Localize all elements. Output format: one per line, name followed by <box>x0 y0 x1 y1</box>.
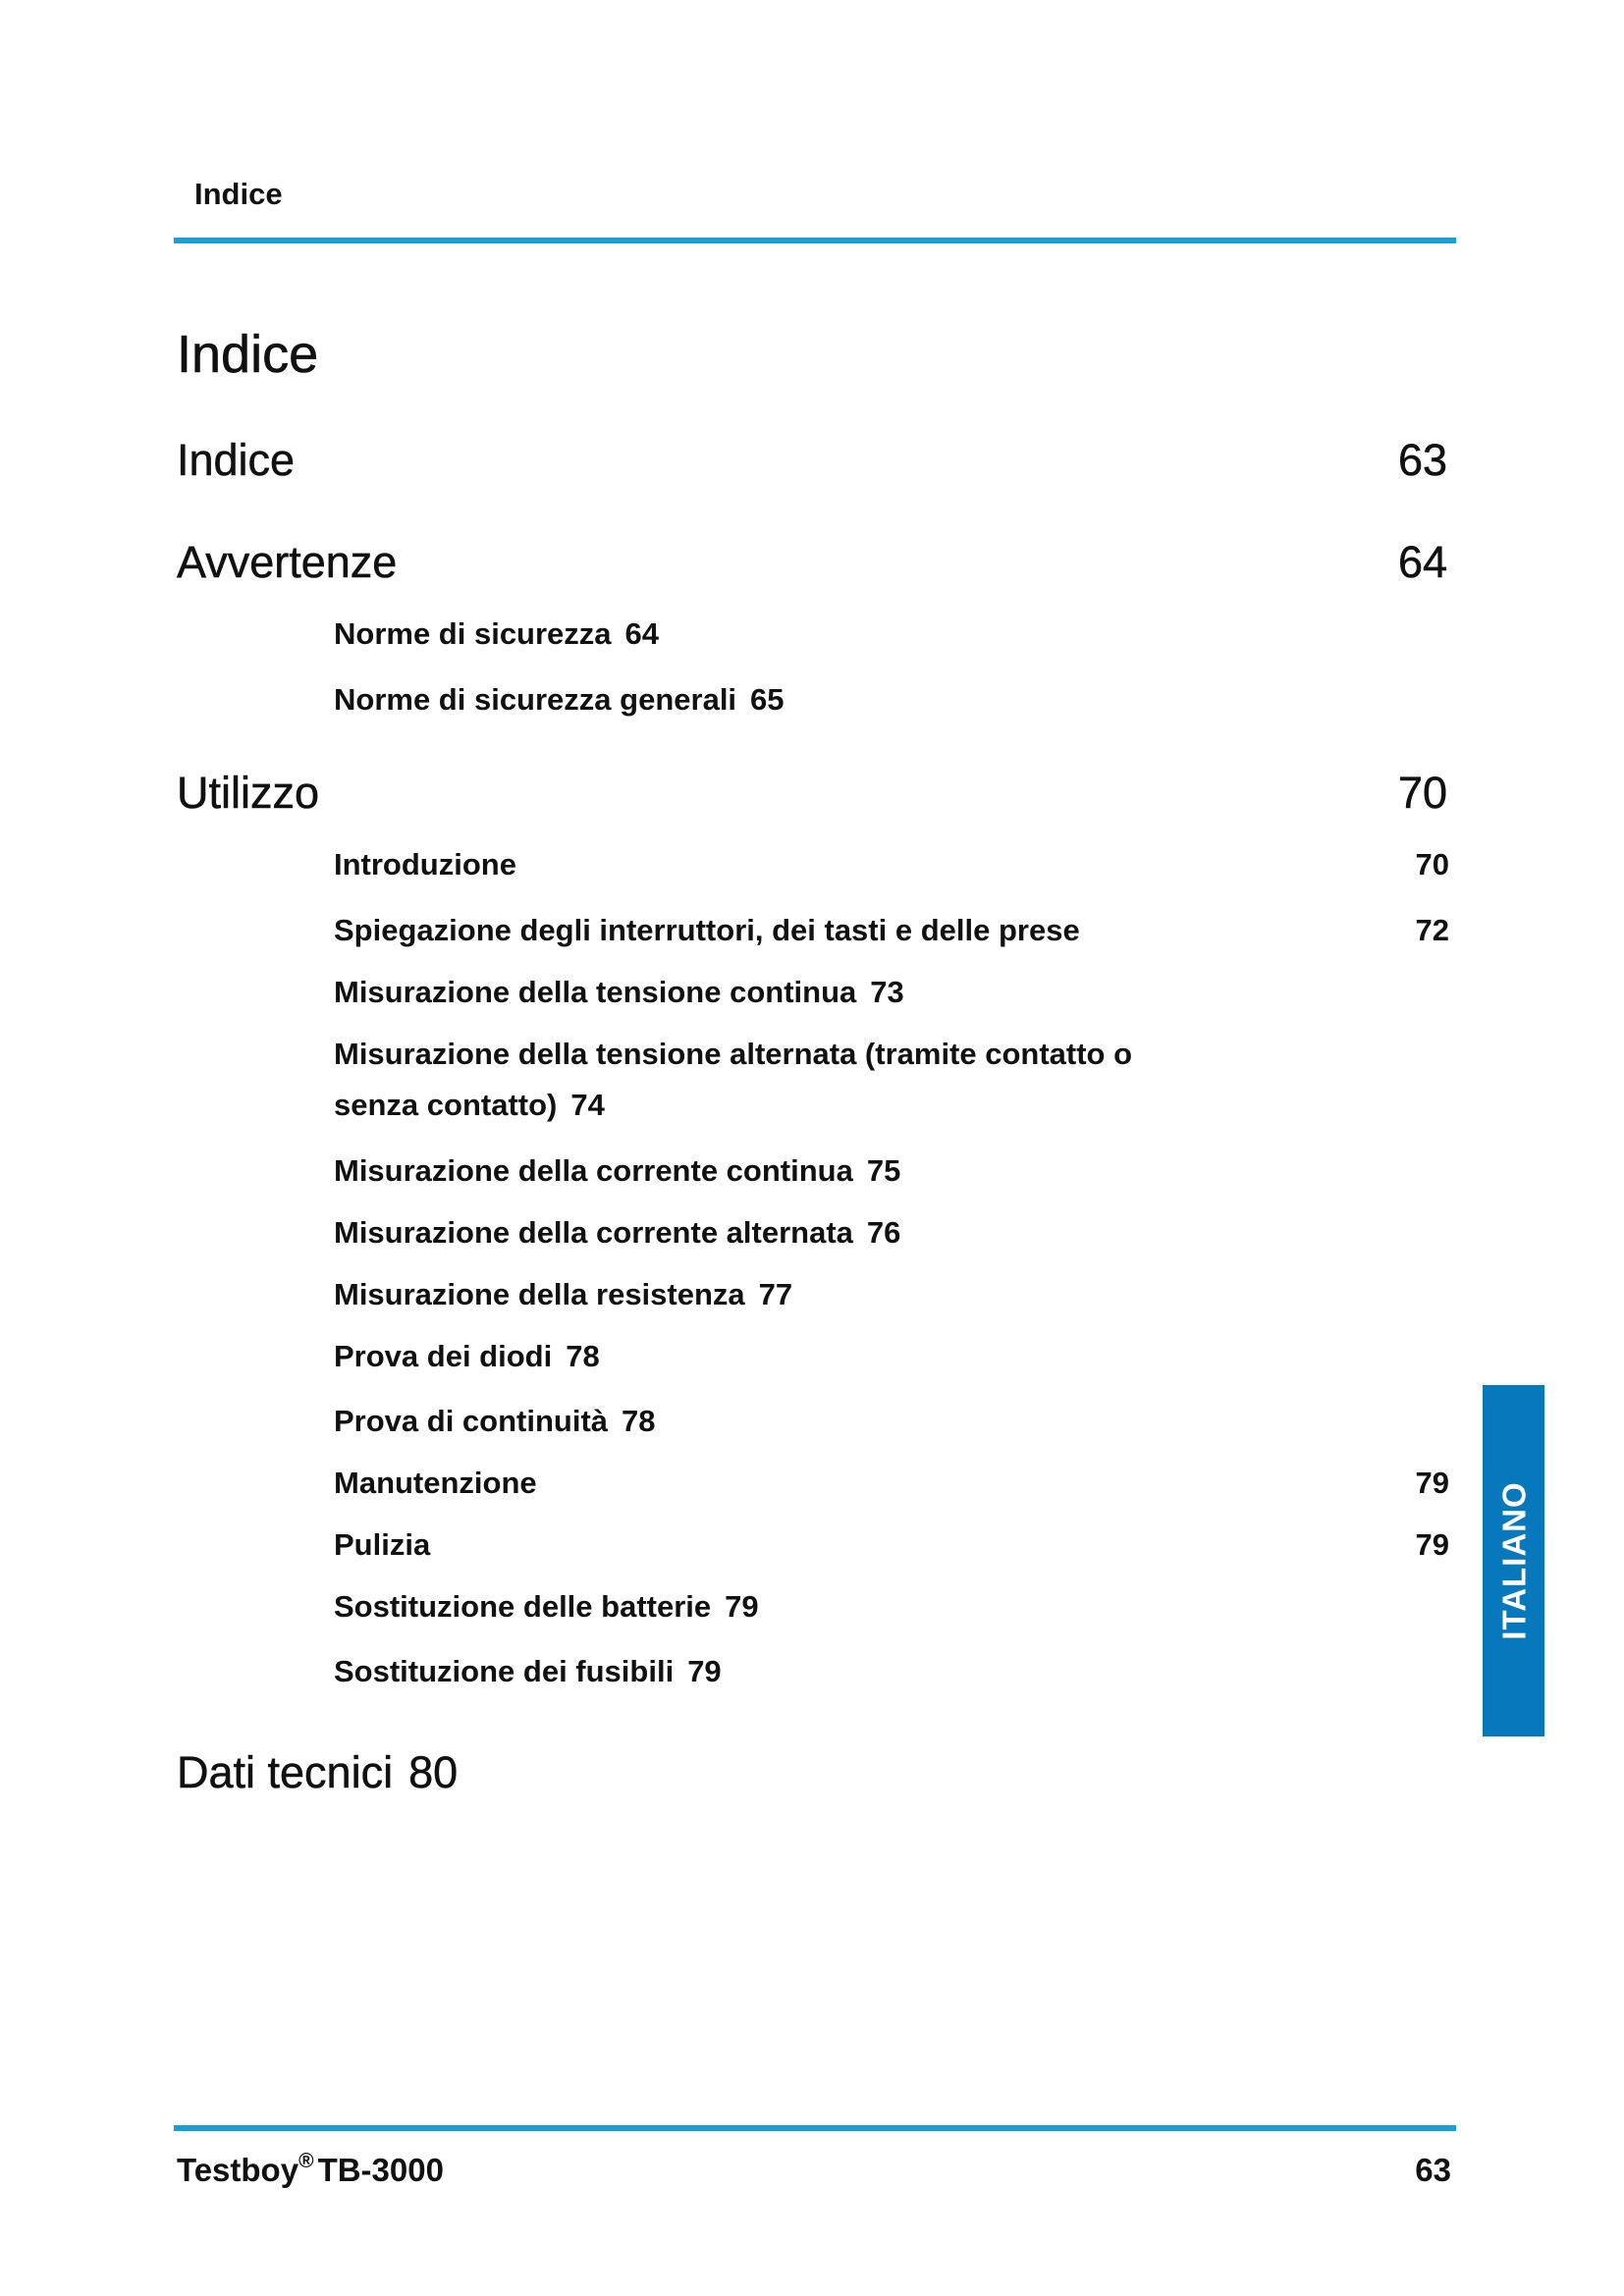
toc-section-title: Avvertenze <box>177 537 398 587</box>
toc-item-label: Misurazione della resistenza <box>334 1277 745 1311</box>
toc-item-label: Introduzione <box>334 847 516 881</box>
toc-item-label: Misurazione della corrente alternata <box>334 1215 853 1250</box>
toc-section-title: Utilizzo <box>177 768 320 818</box>
toc-section-page: 80 <box>408 1747 459 1797</box>
toc-item-page: 77 <box>758 1277 793 1311</box>
toc-item-pulizia[interactable] <box>334 1520 1453 1571</box>
toc-section-page: 64 <box>1397 537 1447 587</box>
toc-item-label: Misurazione della tensione continua <box>334 975 857 1009</box>
footer-product <box>177 2152 444 2189</box>
toc-item-label: Prova dei diodi <box>334 1339 553 1373</box>
toc-item-page: 79 <box>1415 1527 1449 1562</box>
toc-item-page: 76 <box>866 1215 901 1250</box>
toc-item-page: 65 <box>750 682 785 717</box>
toc-section-dati-tecnici[interactable] <box>177 1747 458 1798</box>
toc-item-corrente-continua[interactable] <box>334 1146 1453 1197</box>
toc-item-norme-di-sicurezza[interactable] <box>334 609 1453 660</box>
toc-item-prova-diodi[interactable] <box>334 1331 1453 1382</box>
footer-rule <box>174 2125 1456 2131</box>
toc-item-label: Misurazione della corrente continua <box>334 1153 853 1188</box>
header-rule <box>174 238 1456 243</box>
toc-item-page: 78 <box>566 1339 600 1373</box>
toc-item-fusibili[interactable] <box>334 1646 1453 1697</box>
toc-section-page: 63 <box>1397 435 1447 485</box>
toc-item-label-line1: Misurazione della tensione alternata (tramite contatto o <box>334 1037 1133 1071</box>
toc-section-indice[interactable] <box>177 435 1453 486</box>
toc-item-page: 79 <box>687 1654 722 1688</box>
page-title: Indice <box>177 325 319 384</box>
toc-item-label-line2: senza contatto) <box>334 1088 558 1122</box>
toc-item-page: 75 <box>866 1153 901 1188</box>
toc-section-title: Dati tecnici <box>177 1747 394 1797</box>
toc-item-resistenza[interactable] <box>334 1269 1453 1320</box>
toc-item-page: 74 <box>570 1088 605 1122</box>
toc-item-corrente-alternata[interactable] <box>334 1207 1453 1258</box>
toc-item-label: Spiegazione degli interruttori, dei tasti e delle prese <box>334 913 1080 947</box>
footer-brand: Testboy <box>177 2152 299 2188</box>
toc-section-title: Indice <box>177 435 296 485</box>
toc-item-page: 64 <box>624 616 660 651</box>
toc-item-label: Sostituzione delle batterie <box>334 1589 712 1624</box>
toc-section-avvertenze[interactable] <box>177 537 1453 588</box>
toc-item-tensione-continua[interactable] <box>334 967 1453 1018</box>
language-tab <box>1483 1385 1544 1736</box>
toc-section-utilizzo[interactable] <box>177 768 1453 819</box>
toc-item-introduzione[interactable] <box>334 839 1453 890</box>
toc-item-page: 79 <box>1415 1466 1449 1500</box>
toc-item-tensione-alternata[interactable] <box>334 1029 1453 1131</box>
registered-mark: ® <box>298 2150 314 2172</box>
toc-item-label: Prova di continuità <box>334 1404 609 1438</box>
toc-item-label: Norme di sicurezza generali <box>334 682 737 717</box>
toc-item-label: Pulizia <box>334 1527 431 1562</box>
toc-section-page: 70 <box>1397 768 1447 818</box>
toc-item-page: 79 <box>725 1589 759 1624</box>
toc-item-page: 73 <box>870 975 904 1009</box>
toc-item-spiegazione[interactable] <box>334 905 1453 956</box>
footer-model: TB-3000 <box>317 2152 444 2188</box>
toc-item-batterie[interactable] <box>334 1581 1453 1632</box>
footer-page-number: 63 <box>1415 2152 1451 2188</box>
toc-item-label: Manutenzione <box>334 1466 537 1500</box>
toc-item-page: 72 <box>1415 913 1449 947</box>
toc-item-norme-generali[interactable] <box>334 674 1453 725</box>
toc-item-label: Norme di sicurezza <box>334 616 612 651</box>
language-tab-label: ITALIANO <box>1495 1481 1532 1640</box>
toc-item-page: 78 <box>622 1404 656 1438</box>
toc-item-label: Sostituzione dei fusibili <box>334 1654 675 1688</box>
toc-item-manutenzione[interactable] <box>334 1458 1453 1509</box>
running-header: Indice <box>194 177 283 211</box>
toc-item-page: 70 <box>1415 847 1449 881</box>
toc-item-prova-continuita[interactable] <box>334 1396 1453 1447</box>
